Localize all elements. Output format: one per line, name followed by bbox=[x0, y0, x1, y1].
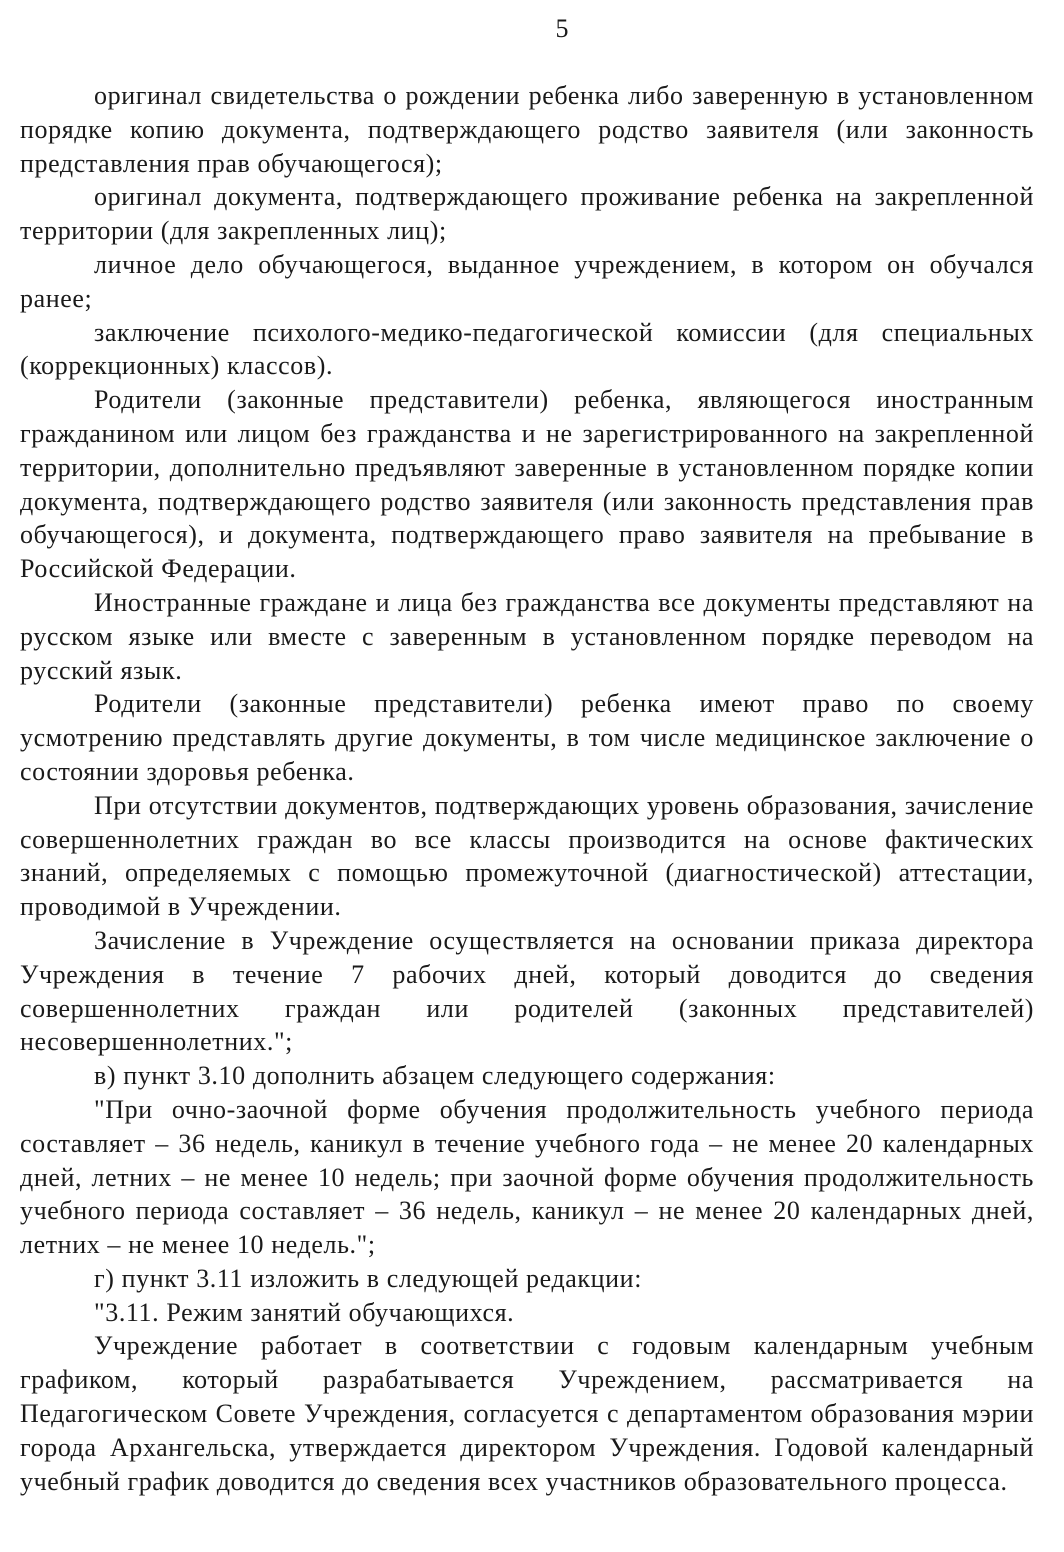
paragraph-residence-document: оригинал документа, подтверждающего проживание ребенка на закрепленной территории (для закрепленных лиц); bbox=[20, 182, 1034, 246]
paragraph-study-period: "При очно-заочной форме обучения продолжительность учебного периода составляет – 36 недель, каникул в течение учебного года – не менее 20 календарных дней, летних – не менее 10 недель; при заочной форме обучения продолжительность учебного периода составляет – 36 недель, каникул – не менее 20 календарных дней, летних – не менее 10 недель."; bbox=[20, 1094, 1034, 1260]
paragraph-foreign-language: Иностранные граждане и лица без гражданства все документы представляют на русском языке или вместе с заверенным в установленном порядке переводом на русский язык. bbox=[20, 587, 1034, 685]
paragraph-enrollment-order: Зачисление в Учреждение осуществляется на основании приказа директора Учреждения в течение 7 рабочих дней, который доводится до сведения совершеннолетних граждан или родителей (законных представителей) несовершеннолетних."; bbox=[20, 925, 1034, 1057]
paragraph-schedule-heading: "3.11. Режим занятий обучающихся. bbox=[94, 1297, 515, 1327]
paragraph-foreign-parents: Родители (законные представители) ребенка, являющегося иностранным гражданином или лицом без гражданства и не зарегистрированного на закрепленной территории, дополнительно предъявляют заверенные в установленном порядке копии документа, подтверждающего родство заявителя (или законность представления прав обучающегося), и документа, подтверждающего право заявителя на пребывание в Российской Федерации. bbox=[20, 385, 1034, 584]
page-number: 5 bbox=[555, 14, 569, 43]
paragraph-calendar-schedule: Учреждение работает в соответствии с годовым календарным учебным графиком, который разрабатывается Учреждением, рассматривается на Педагогическом Совете Учреждения, согласуется с департаментом образования мэрии города Архангельска, утверждается директором Учреждения. Годовой календарный учебный график доводится до сведения всех участников образовательного процесса. bbox=[20, 1331, 1034, 1496]
paragraph-point-3-11: г) пункт 3.11 изложить в следующей редакции: bbox=[94, 1263, 643, 1293]
document-body bbox=[20, 79, 1034, 1498]
paragraph-other-documents: Родители (законные представители) ребенка имеют право по своему усмотрению представлять другие документы, в том числе медицинское заключение о состоянии здоровья ребенка. bbox=[20, 689, 1034, 786]
paragraph-personal-file: личное дело обучающегося, выданное учреждением, в котором он обучался ранее; bbox=[20, 249, 1034, 313]
paragraph-birth-certificate: оригинал свидетельства о рождении ребенка либо заверенную в установленном порядке копию документа, подтверждающего родство заявителя (или законность представления прав обучающегося); bbox=[20, 81, 1034, 178]
paragraph-point-3-10: в) пункт 3.10 дополнить абзацем следующего содержания: bbox=[94, 1061, 776, 1091]
paragraph-pmpk-conclusion: заключение психолого-медико-педагогической комиссии (для специальных (коррекционных) классов). bbox=[20, 317, 1034, 381]
paragraph-no-documents: При отсутствии документов, подтверждающих уровень образования, зачисление совершеннолетних граждан во все классы производится на основе фактических знаний, определяемых с помощью промежуточной (диагностической) аттестации, проводимой в Учреждении. bbox=[20, 790, 1034, 922]
